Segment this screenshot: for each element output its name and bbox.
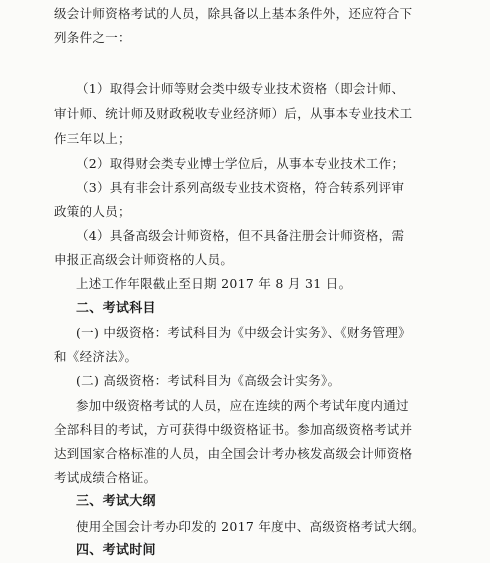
body-line: 全部科目的考试，方可获得中级资格证书。参加高级资格考试并 xyxy=(54,422,413,437)
body-line: 级会计师资格考试的人员，除具备以上基本条件外，还应符合下 xyxy=(54,6,413,21)
body-line: (一) 中级资格：考试科目为《中级会计实务》、《财务管理》 xyxy=(76,325,411,340)
section-heading-exam-time: 四、考试时间 xyxy=(76,543,156,558)
section-heading-syllabus: 三、考试大纲 xyxy=(76,494,156,509)
body-line: (二) 高级资格：考试科目为《高级会计实务》。 xyxy=(76,373,341,388)
body-line: 政策的人员； xyxy=(54,204,131,219)
body-line: 参加中级资格考试的人员，应在连续的两个考试年度内通过 xyxy=(76,398,409,413)
body-line: （4）具备高级会计师资格，但不具备注册会计师资格，需 xyxy=(76,228,405,243)
body-line: （1）取得会计师等财会类中级专业技术资格（即会计师、 xyxy=(76,81,405,96)
body-line: 审计师、统计师及财政税收专业经济师）后，从事本专业技术工 xyxy=(54,106,413,121)
body-line: 达到国家合格标准的人员，由全国会计考办核发高级会计师资格 xyxy=(54,446,413,461)
body-line: 作三年以上； xyxy=(54,131,131,146)
body-line: 上述工作年限截止至日期 2017 年 8 月 31 日。 xyxy=(76,276,352,291)
body-line: （2）取得财会类专业博士学位后，从事本专业技术工作； xyxy=(76,156,405,171)
body-line: 列条件之一： xyxy=(54,30,131,45)
section-heading-subjects: 二、考试科目 xyxy=(76,301,156,316)
body-line: （3）具有非会计系列高级专业技术资格，符合转系列评审 xyxy=(76,180,405,195)
body-line: 申报正高级会计师资格的人员。 xyxy=(54,252,234,267)
body-line: 考试成绩合格证。 xyxy=(54,470,157,485)
body-line: 和《经济法》。 xyxy=(54,349,138,364)
body-line: 使用全国会计考办印发的 2017 年度中、高级资格考试大纲。 xyxy=(76,519,425,534)
